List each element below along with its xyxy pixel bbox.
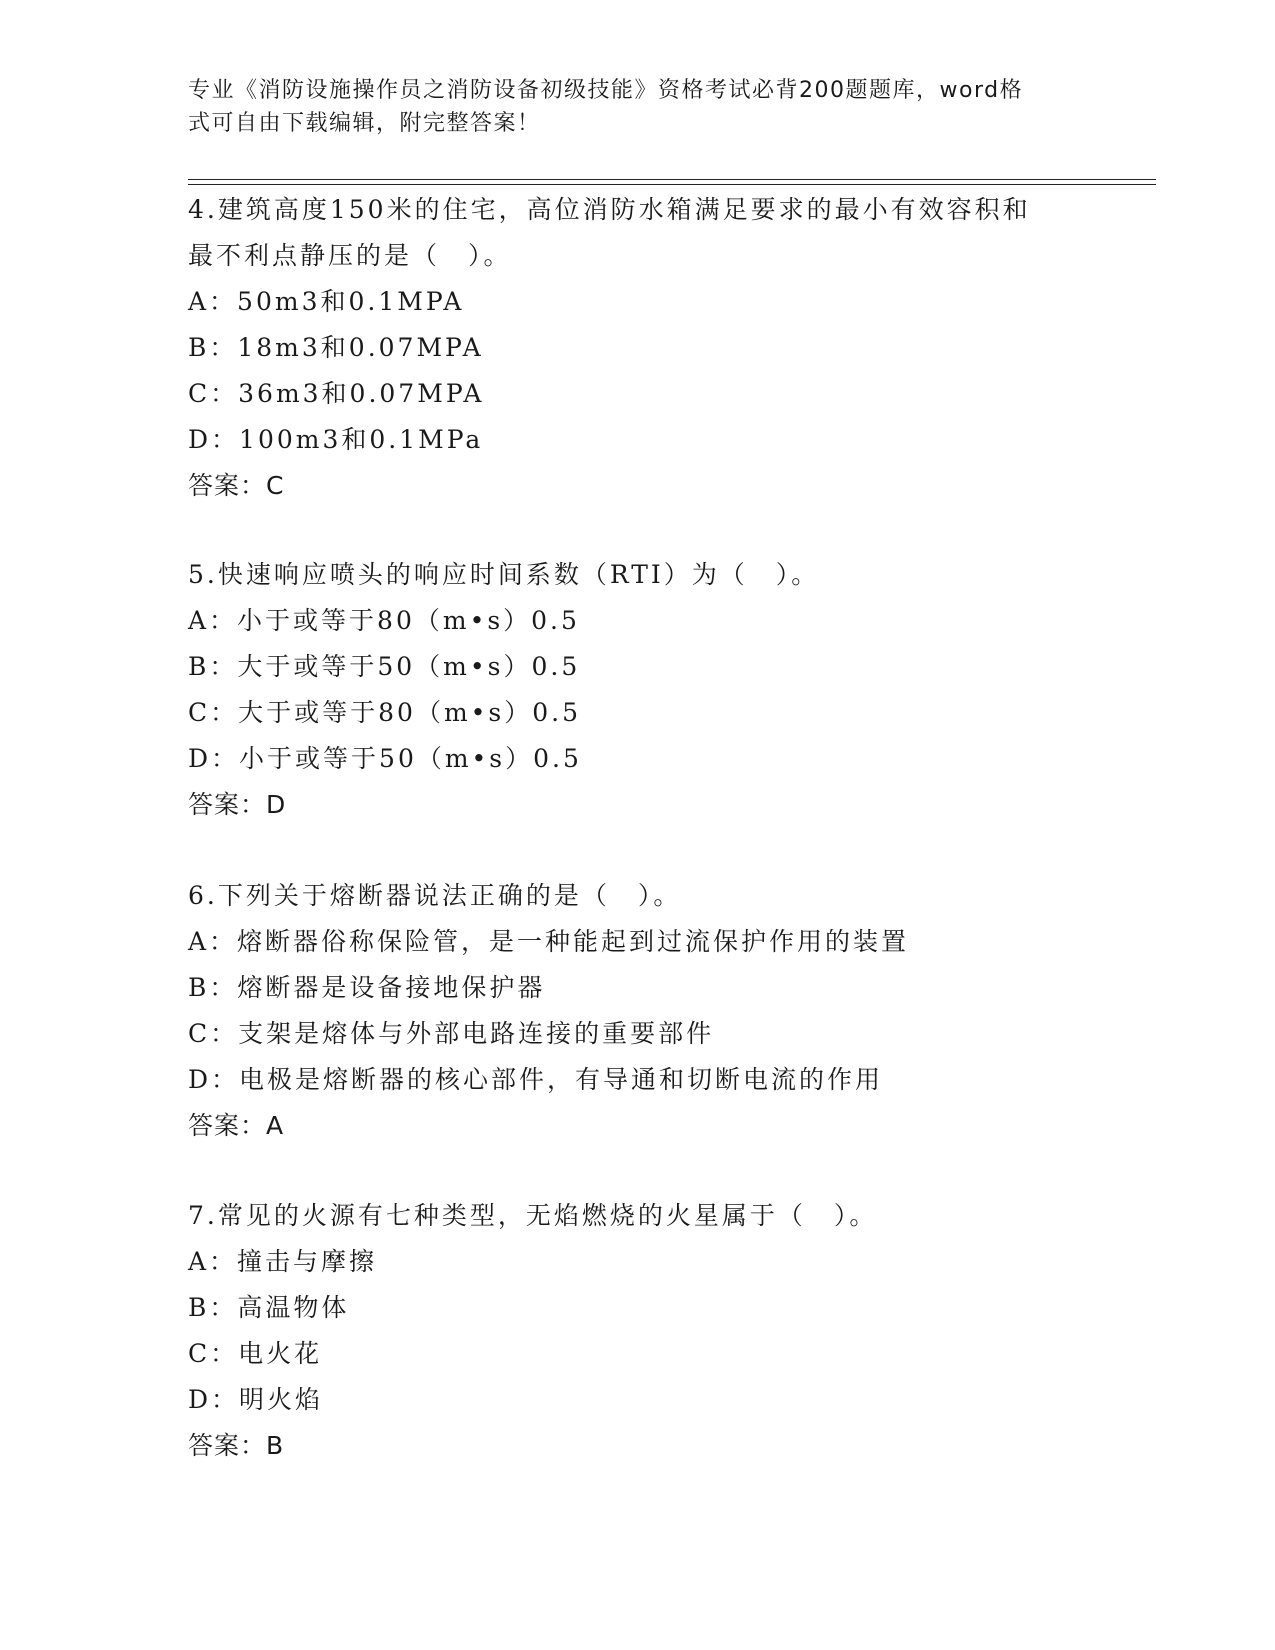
option-c: C：大于或等于80（m•s）0.5 xyxy=(188,698,581,727)
answer: 答案：A xyxy=(188,1111,285,1140)
header-divider-bottom xyxy=(188,184,1156,185)
option-b: B：高温物体 xyxy=(188,1293,350,1322)
option-a: A：50m3和0.1MPA xyxy=(188,287,465,316)
answer: 答案：B xyxy=(188,1431,285,1460)
answer: 答案：D xyxy=(188,790,287,819)
option-a: A：熔断器俗称保险管，是一种能起到过流保护作用的装置 xyxy=(188,927,910,956)
question-stem: 7.常见的火源有七种类型，无焰燃烧的火星属于（ ）。 xyxy=(188,1201,878,1230)
option-c: C：36m3和0.07MPA xyxy=(188,379,485,408)
option-a: A：撞击与摩擦 xyxy=(188,1247,378,1276)
option-a: A：小于或等于80（m•s）0.5 xyxy=(188,606,580,635)
option-b: B：18m3和0.07MPA xyxy=(188,333,484,362)
option-b: B：大于或等于50（m•s）0.5 xyxy=(188,652,581,681)
document-header xyxy=(188,74,1088,140)
option-d: D：小于或等于50（m•s）0.5 xyxy=(188,744,582,773)
header-divider-top xyxy=(188,179,1156,180)
question-4 xyxy=(188,187,1088,509)
question-stem-continued: 最不利点静压的是（ ）。 xyxy=(188,241,512,270)
question-stem: 6.下列关于熔断器说法正确的是（ ）。 xyxy=(188,881,682,910)
question-6 xyxy=(188,873,1088,1149)
answer: 答案：C xyxy=(188,471,285,500)
question-5 xyxy=(188,552,1088,828)
question-stem: 4.建筑高度150米的住宅，高位消防水箱满足要求的最小有效容积和 xyxy=(188,195,1031,224)
option-c: C：电火花 xyxy=(188,1339,323,1368)
option-c: C：支架是熔体与外部电路连接的重要部件 xyxy=(188,1019,715,1048)
question-stem: 5.快速响应喷头的响应时间系数（RTI）为（ ）。 xyxy=(188,560,820,589)
question-7 xyxy=(188,1193,1088,1469)
header-line-1: 专业《消防设施操作员之消防设备初级技能》资格考试必背200题题库，word格 xyxy=(188,78,1024,103)
option-d: D：明火焰 xyxy=(188,1385,324,1414)
header-line-2: 式可自由下载编辑，附完整答案！ xyxy=(188,111,541,136)
option-d: D：100m3和0.1MPa xyxy=(188,425,484,454)
option-b: B：熔断器是设备接地保护器 xyxy=(188,973,546,1002)
option-d: D：电极是熔断器的核心部件，有导通和切断电流的作用 xyxy=(188,1065,884,1094)
